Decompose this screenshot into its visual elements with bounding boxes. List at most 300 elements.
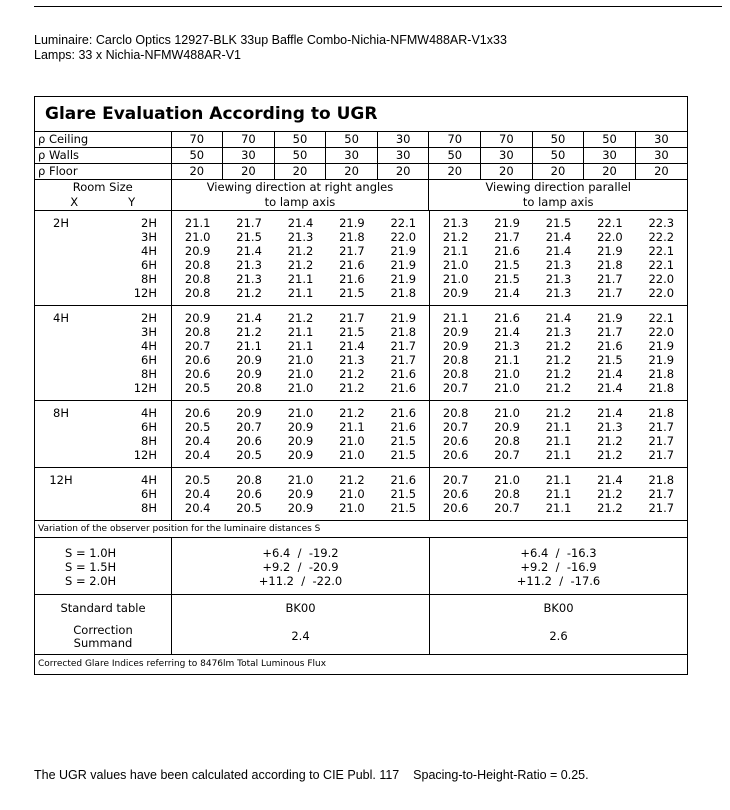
ugr-value: 21.2: [339, 473, 365, 487]
ugr-value: 21.0: [494, 406, 520, 420]
ugr-value: 20.8: [442, 367, 469, 381]
ugr-value: 20.9: [287, 448, 314, 462]
ugr-value: 21.2: [545, 339, 572, 353]
ugr-value: 22.3: [648, 216, 675, 230]
reflectance-value: 50: [429, 148, 481, 164]
reflectance-value: 20: [635, 164, 687, 180]
ugr-value: 21.3: [236, 272, 262, 286]
ugr-value: 21.1: [545, 487, 572, 501]
ugr-value: 20.5: [184, 473, 211, 487]
room-y-label: 8H: [141, 367, 157, 381]
room-y-list: [87, 468, 171, 520]
ugr-value: 21.0: [287, 367, 314, 381]
reflectance-value: 30: [377, 132, 429, 148]
room-y-label: 4H: [141, 473, 157, 487]
ugr-value: 21.7: [648, 487, 675, 501]
ugr-value: 20.8: [442, 406, 469, 420]
room-block: [35, 467, 687, 520]
ugr-value: 21.2: [545, 381, 572, 395]
ugr-value: 21.0: [494, 381, 520, 395]
y-label: Y: [128, 195, 136, 209]
ugr-value: 20.9: [287, 501, 314, 515]
room-x-label: 2H: [53, 216, 69, 230]
ugr-value: 21.7: [390, 339, 417, 353]
s-label: S = 2.0H: [65, 574, 117, 588]
reflectance-value: 20: [171, 164, 223, 180]
ugr-value: 20.8: [184, 272, 211, 286]
ugr-value: 21.8: [390, 286, 417, 300]
ugr-value: 21.6: [390, 406, 417, 420]
ugr-value: 20.6: [442, 501, 469, 515]
ugr-value: 21.2: [597, 434, 623, 448]
ugr-value: 21.2: [287, 244, 314, 258]
ugr-value: 21.2: [545, 406, 572, 420]
reflectance-value: 20: [326, 164, 378, 180]
standard-table-label: Standard table: [60, 601, 146, 615]
ugr-value: 21.1: [545, 448, 572, 462]
ugr-value: 20.7: [442, 473, 469, 487]
bottom-note: Corrected Glare Indices referring to 8476lm Total Luminous Flux: [35, 654, 687, 674]
ugr-value: 21.6: [597, 339, 623, 353]
ugr-value: 20.6: [184, 406, 211, 420]
reflectance-value: 50: [532, 148, 584, 164]
ugr-value: 21.4: [339, 339, 365, 353]
ugr-value: 21.2: [236, 286, 262, 300]
ugr-value: 21.7: [648, 434, 675, 448]
ugr-value: 21.7: [648, 420, 675, 434]
ugr-value: 21.1: [184, 216, 211, 230]
ugr-value: 21.2: [597, 501, 623, 515]
ugr-value: 20.6: [236, 434, 262, 448]
ugr-value: 21.2: [287, 258, 314, 272]
reflectance-value: 30: [584, 148, 636, 164]
ugr-values-perp: [171, 468, 429, 520]
correction-perp: 2.4: [171, 621, 429, 654]
ugr-value: 20.9: [442, 325, 469, 339]
ugr-value: 21.5: [390, 487, 417, 501]
ugr-value: 21.8: [648, 406, 675, 420]
s-perp-value: +6.4 / -19.2: [262, 546, 339, 560]
ugr-value: 22.1: [648, 258, 675, 272]
ugr-value: 20.8: [184, 325, 211, 339]
ugr-value: 21.9: [390, 258, 417, 272]
ugr-value: 21.2: [597, 448, 623, 462]
ugr-values-perp: [171, 211, 429, 305]
ugr-value: 20.6: [442, 434, 469, 448]
ugr-value: 21.4: [494, 286, 520, 300]
ugr-table-box: [34, 96, 688, 675]
ugr-value: 21.6: [390, 367, 417, 381]
view-par-header: [429, 180, 687, 211]
room-y-list: [87, 401, 171, 467]
room-y-list: [87, 306, 171, 400]
ugr-value: 20.9: [287, 487, 314, 501]
ugr-value: 21.1: [287, 272, 314, 286]
ugr-value: 20.9: [442, 286, 469, 300]
ugr-value: 21.5: [236, 230, 262, 244]
ugr-value: 22.0: [597, 230, 623, 244]
reflectance-value: 70: [171, 132, 223, 148]
ugr-value: 21.6: [339, 258, 365, 272]
top-rule: [34, 6, 722, 7]
ugr-value: 21.7: [236, 216, 262, 230]
ugr-value: 21.6: [390, 381, 417, 395]
room-block: [35, 400, 687, 467]
room-y-label: 12H: [133, 286, 157, 300]
ugr-title: Glare Evaluation According to UGR: [35, 97, 687, 132]
ugr-value: 21.1: [545, 501, 572, 515]
ugr-value: 21.2: [339, 406, 365, 420]
ugr-values-par: [429, 468, 687, 520]
ugr-value: 21.1: [442, 311, 469, 325]
ugr-value: 21.2: [597, 487, 623, 501]
room-size-header: [35, 180, 171, 211]
ugr-value: 21.4: [545, 230, 572, 244]
ugr-value: 20.7: [494, 448, 520, 462]
ugr-value: 21.3: [236, 258, 262, 272]
ugr-value: 21.1: [236, 339, 262, 353]
ugr-value: 21.5: [494, 258, 520, 272]
ugr-value: 21.4: [287, 216, 314, 230]
room-y-label: 8H: [141, 272, 157, 286]
room-x-label: 12H: [49, 473, 73, 487]
ugr-values-par: [429, 211, 687, 305]
room-x: [35, 211, 87, 305]
ugr-value: 22.1: [648, 244, 675, 258]
ugr-value: 21.4: [236, 311, 262, 325]
ugr-value: 21.1: [494, 353, 520, 367]
ugr-value: 20.9: [184, 244, 211, 258]
reflectance-row: [35, 132, 687, 148]
reflectance-value: 20: [274, 164, 326, 180]
ugr-value: 21.5: [494, 272, 520, 286]
room-size-xy: [35, 195, 171, 210]
ugr-value: 21.5: [390, 448, 417, 462]
s-label: S = 1.5H: [65, 560, 117, 574]
reflectance-label: ρ Ceiling: [38, 132, 89, 146]
room-size-label: Room Size: [72, 180, 133, 194]
room-block: [35, 210, 687, 305]
room-y-label: 3H: [141, 325, 157, 339]
ugr-value: 20.9: [442, 339, 469, 353]
ugr-value: 20.7: [236, 420, 262, 434]
ugr-value: 21.2: [236, 325, 262, 339]
ugr-value: 21.5: [597, 353, 623, 367]
ugr-value: 21.8: [390, 325, 417, 339]
ugr-value: 21.0: [339, 434, 365, 448]
ugr-value: 21.0: [494, 367, 520, 381]
ugr-value: 21.4: [597, 367, 623, 381]
ugr-value: 20.6: [442, 448, 469, 462]
standard-par: BK00: [429, 595, 687, 621]
room-y-label: 4H: [141, 406, 157, 420]
ugr-value: 20.8: [236, 381, 262, 395]
ugr-value: 20.5: [236, 501, 262, 515]
ugr-value: 21.1: [545, 420, 572, 434]
ugr-value: 21.5: [390, 434, 417, 448]
ugr-value: 20.8: [494, 487, 520, 501]
room-y-label: 2H: [141, 216, 157, 230]
s-perp-value: +11.2 / -22.0: [258, 574, 343, 588]
ugr-value: 21.3: [339, 353, 365, 367]
ugr-value: 21.0: [184, 230, 211, 244]
reflectance-value: 30: [377, 148, 429, 164]
reflectance-value: 70: [429, 132, 481, 148]
ugr-value: 21.7: [648, 448, 675, 462]
s-par-value: +11.2 / -17.6: [516, 574, 601, 588]
reflectance-row: [35, 148, 687, 164]
ugr-value: 21.9: [494, 216, 520, 230]
ugr-value: 21.6: [494, 311, 520, 325]
ugr-value: 21.0: [442, 258, 469, 272]
correction-par: 2.6: [429, 621, 687, 654]
ugr-value: 20.9: [287, 434, 314, 448]
ugr-value: 21.6: [494, 244, 520, 258]
ugr-value: 20.8: [236, 473, 262, 487]
ugr-value: 22.0: [390, 230, 417, 244]
ugr-value: 20.9: [184, 311, 211, 325]
ugr-value: 22.1: [597, 216, 623, 230]
ugr-value: 21.4: [597, 381, 623, 395]
ugr-value: 21.3: [597, 420, 623, 434]
ugr-value: 21.7: [390, 353, 417, 367]
room-x-label: 8H: [53, 406, 69, 420]
ugr-value: 21.2: [287, 311, 314, 325]
ugr-value: 21.2: [545, 367, 572, 381]
ugr-value: 20.9: [287, 420, 314, 434]
ugr-value: 22.1: [390, 216, 417, 230]
reflectance-value: 30: [326, 148, 378, 164]
ugr-value: 20.9: [236, 406, 262, 420]
ugr-value: 20.5: [184, 381, 211, 395]
ugr-value: 20.6: [184, 353, 211, 367]
room-y-label: 12H: [133, 381, 157, 395]
ugr-value: 21.1: [287, 325, 314, 339]
correction-label-2: Summand: [73, 636, 133, 650]
ugr-value: 21.7: [597, 286, 623, 300]
ugr-value: 20.8: [494, 434, 520, 448]
ugr-value: 21.8: [648, 367, 675, 381]
reflectance-value: 20: [584, 164, 636, 180]
room-y-label: 4H: [141, 244, 157, 258]
ugr-value: 20.9: [494, 420, 520, 434]
reflectance-value: 20: [429, 164, 481, 180]
reflectance-value: 30: [223, 148, 275, 164]
reflectance-value: 30: [481, 148, 533, 164]
ugr-value: 20.7: [494, 501, 520, 515]
lamps-line: Lamps: 33 x Nichia-NFMW488AR-V1: [34, 48, 242, 62]
ugr-value: 20.7: [442, 381, 469, 395]
ugr-value: 21.1: [287, 286, 314, 300]
ugr-value: 21.9: [390, 311, 417, 325]
ugr-value: 21.6: [390, 473, 417, 487]
ugr-value: 21.4: [545, 311, 572, 325]
ugr-value: 21.0: [494, 473, 520, 487]
s-variation-section: [35, 537, 687, 594]
view-par-line1: Viewing direction parallel: [485, 180, 632, 194]
reflectance-row: [35, 164, 687, 180]
ugr-value: 20.5: [236, 448, 262, 462]
ugr-value: 20.8: [184, 258, 211, 272]
room-y-label: 12H: [133, 448, 157, 462]
room-y-label: 8H: [141, 501, 157, 515]
room-y-label: 6H: [141, 420, 157, 434]
ugr-value: 21.3: [442, 216, 469, 230]
ugr-value: 21.9: [648, 353, 675, 367]
ugr-value: 21.0: [442, 272, 469, 286]
ugr-value: 21.8: [648, 473, 675, 487]
ugr-value: 20.9: [236, 367, 262, 381]
ugr-value: 22.0: [648, 325, 675, 339]
ugr-value: 21.0: [339, 487, 365, 501]
ugr-value: 21.0: [287, 406, 314, 420]
s-perp-values: [171, 538, 429, 594]
ugr-data-blocks: [35, 210, 687, 520]
reflectance-label: ρ Floor: [35, 164, 171, 180]
ugr-value: 21.2: [545, 353, 572, 367]
reflectance-value: 50: [274, 148, 326, 164]
ugr-value: 20.7: [442, 420, 469, 434]
view-perp-line2: to lamp axis: [264, 195, 336, 209]
ugr-value: 22.0: [648, 272, 675, 286]
ugr-value: 21.7: [339, 244, 365, 258]
ugr-value: 21.7: [339, 311, 365, 325]
ugr-value: 21.1: [545, 473, 572, 487]
room-x: [35, 468, 87, 520]
ugr-value: 21.9: [648, 339, 675, 353]
ugr-value: 21.6: [339, 272, 365, 286]
view-perp-header: [171, 180, 429, 211]
ugr-value: 20.4: [184, 487, 211, 501]
ugr-value: 20.7: [184, 339, 211, 353]
room-x-label: 4H: [53, 311, 69, 325]
s-par-value: +9.2 / -16.9: [520, 560, 597, 574]
ugr-value: 21.6: [390, 420, 417, 434]
reflectance-value: 70: [223, 132, 275, 148]
s-label: S = 1.0H: [65, 546, 117, 560]
ugr-value: 21.5: [339, 286, 365, 300]
view-perp-line1: Viewing direction at right angles: [206, 180, 394, 194]
s-labels: [35, 538, 171, 594]
ugr-value: 21.8: [597, 258, 623, 272]
ugr-values-par: [429, 401, 687, 467]
ugr-value: 21.1: [442, 244, 469, 258]
ugr-value: 21.9: [390, 244, 417, 258]
reflectance-value: 50: [274, 132, 326, 148]
reflectance-value: 20: [481, 164, 533, 180]
ugr-value: 20.6: [442, 487, 469, 501]
room-y-label: 2H: [141, 311, 157, 325]
ugr-value: 21.3: [545, 325, 572, 339]
ugr-value: 20.8: [184, 286, 211, 300]
document-header: [34, 33, 507, 63]
ugr-value: 21.9: [597, 244, 623, 258]
ugr-value: 22.0: [648, 286, 675, 300]
variation-note: Variation of the observer position for the luminaire distances S: [35, 520, 687, 537]
room-y-label: 6H: [141, 487, 157, 501]
ugr-value: 21.9: [390, 272, 417, 286]
ugr-value: 21.3: [545, 258, 572, 272]
room-y-label: 3H: [141, 230, 157, 244]
s-par-value: +6.4 / -16.3: [520, 546, 597, 560]
ugr-value: 21.4: [236, 244, 262, 258]
room-y-list: [87, 211, 171, 305]
room-size-header-row: [35, 180, 687, 211]
room-block: [35, 305, 687, 400]
reflectance-value: 50: [171, 148, 223, 164]
ugr-value: 21.5: [339, 325, 365, 339]
reflectance-value: 50: [584, 132, 636, 148]
ugr-value: 21.0: [339, 448, 365, 462]
reflectance-value: 50: [532, 132, 584, 148]
ugr-value: 21.8: [648, 381, 675, 395]
ugr-value: 21.3: [494, 339, 520, 353]
standard-perp: BK00: [171, 595, 429, 621]
x-label: X: [70, 195, 79, 209]
room-y-label: 8H: [141, 434, 157, 448]
reflectance-value: 20: [532, 164, 584, 180]
correction-label: [35, 621, 171, 654]
reflectance-table: [35, 132, 687, 210]
ugr-value: 21.7: [597, 272, 623, 286]
ugr-value: 21.9: [339, 216, 365, 230]
ugr-value: 21.3: [545, 272, 572, 286]
reflectance-value: 20: [377, 164, 429, 180]
view-par-line2: to lamp axis: [522, 195, 594, 209]
ugr-value: 21.5: [390, 501, 417, 515]
ugr-value: 21.0: [287, 381, 314, 395]
ugr-value: 21.2: [339, 367, 365, 381]
ugr-value: 21.1: [339, 420, 365, 434]
ugr-value: 21.5: [545, 216, 572, 230]
ugr-value: 21.1: [545, 434, 572, 448]
s-perp-value: +9.2 / -20.9: [262, 560, 339, 574]
footer-note: The UGR values have been calculated according to CIE Publ. 117 Spacing-to-Height-Ratio = 0.25.: [34, 768, 589, 782]
room-y-label: 4H: [141, 339, 157, 353]
room-y-label: 6H: [141, 258, 157, 272]
ugr-value: 21.4: [597, 473, 623, 487]
ugr-value: 21.0: [339, 501, 365, 515]
ugr-value: 21.8: [339, 230, 365, 244]
ugr-value: 21.3: [287, 230, 314, 244]
ugr-value: 21.0: [287, 353, 314, 367]
ugr-value: 21.2: [339, 381, 365, 395]
ugr-value: 21.0: [287, 473, 314, 487]
ugr-value: 20.6: [236, 487, 262, 501]
ugr-value: 20.5: [184, 420, 211, 434]
ugr-value: 20.4: [184, 448, 211, 462]
ugr-value: 22.1: [648, 311, 675, 325]
ugr-values-perp: [171, 306, 429, 400]
ugr-values-par: [429, 306, 687, 400]
room-x: [35, 401, 87, 467]
standard-table-section: [35, 594, 687, 654]
ugr-value: 20.9: [236, 353, 262, 367]
ugr-value: 22.2: [648, 230, 675, 244]
ugr-value: 21.4: [494, 325, 520, 339]
ugr-value: 20.4: [184, 501, 211, 515]
ugr-value: 20.8: [442, 353, 469, 367]
reflectance-value: 30: [635, 132, 687, 148]
ugr-value: 21.1: [287, 339, 314, 353]
reflectance-label: ρ Walls: [35, 148, 171, 164]
ugr-value: 20.4: [184, 434, 211, 448]
ugr-values-perp: [171, 401, 429, 467]
ugr-value: 21.9: [597, 311, 623, 325]
correction-label-1: Correction: [73, 623, 133, 637]
reflectance-value: 50: [326, 132, 378, 148]
ugr-value: 21.7: [597, 325, 623, 339]
